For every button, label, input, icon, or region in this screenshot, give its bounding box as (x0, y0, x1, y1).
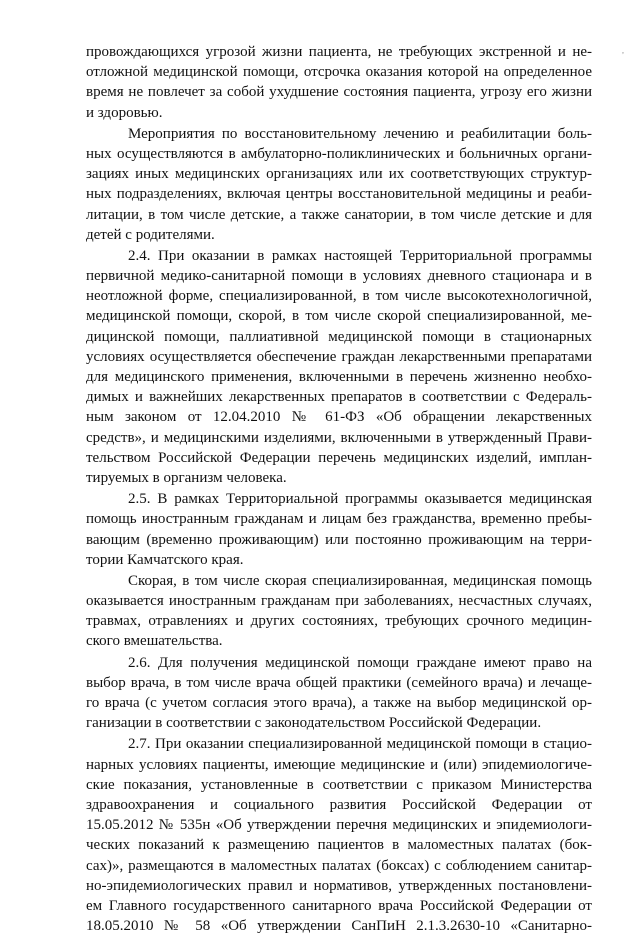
text-line: ганизации в соответствии с законодательством Российской Федерации. (86, 715, 542, 732)
text-line: литации, в том числе детские, а также санатории, в том числе детские и для (86, 206, 592, 223)
text-line: 2.6. Для получения медицинской помощи граждане имеют право на (128, 654, 592, 671)
text-line: оказывается иностранным гражданам при заболеваниях, несчастных случаях, (86, 593, 592, 610)
text-line: зациях иных медицинских организациях или их соответствующих структур- (86, 166, 592, 183)
text-line: тории Камчатского края. (86, 551, 244, 568)
text-line: вающим (временно проживающим) или постоянно проживающим на терри- (86, 531, 592, 548)
text-line: здравоохранения и социального развития Российской Федерации от (86, 796, 592, 813)
text-line: ных осуществляются в амбулаторно-поликлинических и больничных органи- (86, 145, 592, 162)
text-line: нарных условиях пациенты, имеющие медицинские и (или) эпидемиологиче- (86, 756, 592, 773)
text-line: первичной медико-санитарной помощи в условиях дневного стационара и в (86, 268, 592, 285)
text-line: и здоровью. (86, 104, 163, 121)
scan-margin-mark: , (622, 46, 624, 55)
text-line: время не повлечет за собой ухудшение состояния пациента, угрозу его жизни (86, 84, 592, 101)
paragraph (86, 246, 592, 488)
text-line: Скорая, в том числе скорая специализированная, медицинская помощь (128, 572, 592, 589)
paragraph (86, 489, 592, 570)
paragraph (86, 571, 592, 652)
text-line: 2.4. При оказании в рамках настоящей Территориальной программы (128, 247, 592, 264)
text-line: димых и важнейших лекарственных препаратов в соответствии с Федераль- (86, 389, 592, 406)
paragraph (86, 124, 592, 245)
text-line: Мероприятия по восстановительному лечению и реабилитации боль- (128, 125, 592, 142)
text-line: ных подразделениях, включая центры восстановительной медицины и реаби- (86, 186, 592, 203)
paragraph (86, 734, 592, 936)
text-line: выбор врача, в том числе врача общей практики (семейного врача) и лечаще- (86, 674, 592, 691)
text-line: средств», и медицинскими изделиями, включенными в утвержденный Прави- (86, 429, 592, 446)
text-line: тируемых в организм человека. (86, 469, 287, 486)
text-line: ным законом от 12.04.2010 № 61-ФЗ «Об обращении лекарственных (86, 409, 592, 426)
text-line: 18.05.2010 № 58 «Об утверждении СанПиН 2.1.3.2630-10 «Санитарно- (86, 918, 592, 935)
text-line: детей с родителями. (86, 226, 215, 243)
text-line: условиях осуществляется обеспечение граждан лекарственными препаратами (86, 348, 592, 365)
text-line: тельством Российской Федерации перечень медицинских изделий, имплан- (86, 449, 592, 466)
text-line: дицинской помощи, паллиативной медицинской помощи в стационарных (86, 328, 592, 345)
text-line: травмах, отравлениях и других состояниях, требующих срочного медицин- (86, 613, 592, 630)
text-line: 2.7. При оказании специализированной медицинской помощи в стацио- (128, 736, 592, 753)
text-line: отложной медицинской помощи, отсрочка оказания которой на определенное (86, 64, 592, 81)
text-line: 15.05.2012 № 535н «Об утверждении перечня медицинских и эпидемиологи- (86, 817, 592, 834)
paragraph (86, 653, 592, 734)
text-line: ческих показаний к размещению пациентов в маломестных палатах (бок- (86, 837, 592, 854)
text-line: но-эпидемиологических правил и нормативов, утвержденных постановлени- (86, 877, 592, 894)
text-line: 2.5. В рамках Территориальной программы оказывается медицинская (128, 491, 592, 508)
text-line: для медицинского применения, включенными в перечень жизненно необхо- (86, 369, 592, 385)
text-line: ского вмешательства. (86, 633, 223, 650)
text-line: медицинской помощи, скорой, в том числе скорой специализированной, ме- (86, 308, 592, 325)
text-line: неотложной форме, специализированной, в том числе высокотехнологичной, (86, 288, 592, 305)
document-page (86, 42, 592, 936)
text-line: ем Главного государственного санитарного врача Российской Федерации от (86, 897, 592, 914)
text-line: провождающихся угрозой жизни пациента, не требующих экстренной и не- (86, 44, 592, 60)
text-line: сах)», размещаются в маломестных палатах (боксах) с соблюдением санитар- (86, 857, 592, 874)
paragraph (86, 42, 592, 123)
text-line: го врача (с учетом согласия этого врача), а также на выбор медицинской ор- (86, 695, 592, 711)
text-line: помощь иностранным гражданам и лицам без гражданства, временно пребы- (86, 511, 592, 528)
text-line: ские показания, установленные в соответствии с приказом Министерства (86, 776, 592, 793)
